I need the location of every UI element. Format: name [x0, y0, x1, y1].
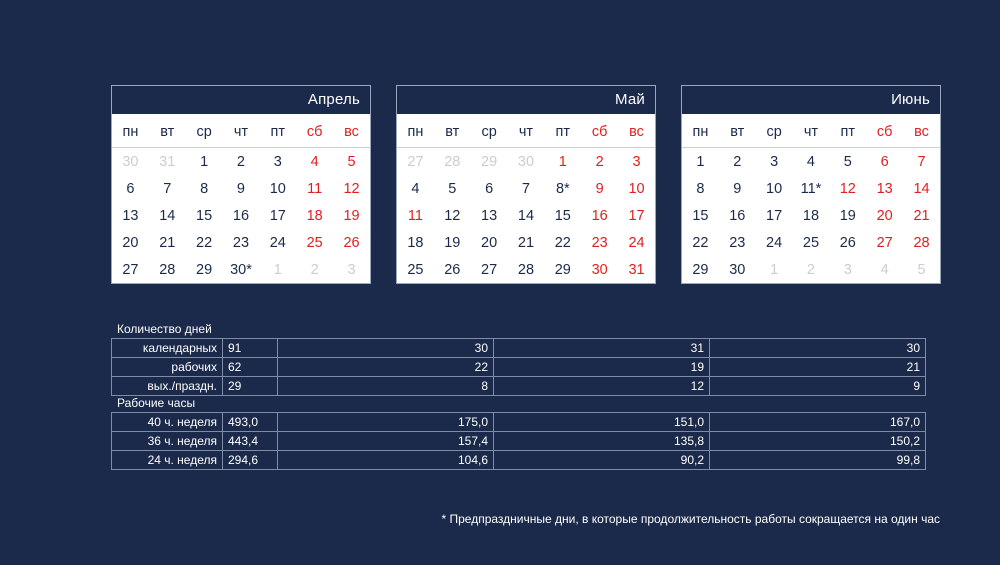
row-month-value: 135,8 — [494, 432, 710, 451]
row-month-value: 99,8 — [710, 451, 926, 470]
calendar-day-cell: 13 — [481, 207, 498, 224]
weekday-header: пт — [259, 114, 296, 148]
table-row — [112, 413, 926, 432]
weekday-header: чт — [508, 114, 545, 148]
calendar-week-row — [682, 148, 940, 176]
weekday-header: ср — [471, 114, 508, 148]
calendar-day-cell: 2 — [310, 261, 319, 278]
calendar-day-cell: 8 — [696, 180, 705, 197]
calendar-day-cell: 30 — [729, 261, 746, 278]
calendar-day-cell: 13 — [122, 207, 139, 224]
calendar-day-cell: 2 — [595, 153, 604, 170]
month-title: Июнь — [682, 86, 940, 114]
calendar-day-cell: 16 — [232, 207, 250, 224]
calendar-day-cell: 22 — [692, 234, 709, 251]
calendar-month — [396, 85, 656, 284]
row-month-value: 19 — [494, 358, 710, 377]
calendar-week-row — [682, 175, 940, 202]
calendar-day-cell: 18 — [306, 207, 323, 224]
calendar-day-cell: 20 — [876, 207, 893, 224]
calendar-day-cell: 30 — [122, 153, 139, 170]
calendar-day-cell: 19 — [343, 207, 360, 224]
row-total-value: 443,4 — [223, 432, 278, 451]
calendar-day-cell: 10 — [766, 180, 783, 197]
row-label: 24 ч. неделя — [112, 451, 223, 470]
calendar-day-cell: 30 — [517, 153, 535, 170]
days-table — [111, 338, 926, 396]
table-row — [112, 451, 926, 470]
hours-section — [111, 396, 926, 470]
calendar-week-row — [112, 229, 370, 256]
weekday-header: чт — [223, 114, 260, 148]
calendar-day-cell: 23 — [232, 234, 250, 251]
weekday-header: пн — [397, 114, 434, 148]
row-month-value: 150,2 — [710, 432, 926, 451]
calendar-week-row — [112, 202, 370, 229]
calendar-day-cell: 3 — [632, 153, 641, 170]
calendar-day-cell: 21 — [517, 234, 535, 251]
row-total-value: 493,0 — [223, 413, 278, 432]
calendar-group — [111, 85, 941, 284]
footnote: * Предпраздничные дни, в которые продолжительность работы сокращается на один час — [441, 512, 940, 526]
weekday-header: вс — [903, 114, 940, 148]
calendar-day-cell: 27 — [481, 261, 498, 278]
calendar-day-cell: 9 — [595, 180, 604, 197]
calendar-day-cell: 23 — [729, 234, 746, 251]
calendar-day-cell: 18 — [802, 207, 820, 224]
calendar-day-cell: 3 — [770, 153, 779, 170]
calendar-day-cell: 28 — [913, 234, 930, 251]
weekday-header: чт — [793, 114, 830, 148]
row-month-value: 30 — [710, 339, 926, 358]
weekday-header: вт — [149, 114, 186, 148]
calendar-day-cell: 28 — [517, 261, 535, 278]
row-label: вых./праздн. — [112, 377, 223, 396]
days-section-label: Количество дней — [117, 322, 212, 336]
row-total-value: 294,6 — [223, 451, 278, 470]
calendar-day-cell: 25 — [407, 261, 424, 278]
row-label: 36 ч. неделя — [112, 432, 223, 451]
calendar-day-cell: 26 — [839, 234, 856, 251]
calendar-day-cell: 9 — [236, 180, 245, 197]
calendar-week-row — [397, 202, 655, 229]
row-month-value: 167,0 — [710, 413, 926, 432]
calendar-day-cell: 15 — [692, 207, 709, 224]
calendar-week-row — [397, 256, 655, 283]
calendar-week-row — [682, 202, 940, 229]
calendar-month — [111, 85, 371, 284]
row-month-value: 21 — [710, 358, 926, 377]
row-month-value: 31 — [494, 339, 710, 358]
calendar-day-cell: 22 — [196, 234, 213, 251]
calendar-day-cell: 4 — [310, 153, 319, 170]
row-label: календарных — [112, 339, 223, 358]
row-month-value: 157,4 — [278, 432, 494, 451]
calendar-day-cell: 10 — [628, 180, 645, 197]
calendar-day-cell: 4 — [806, 153, 815, 170]
calendar-day-cell: 24 — [628, 234, 645, 251]
calendar-week-row — [397, 229, 655, 256]
calendar-day-cell: 21 — [913, 207, 930, 224]
calendar-day-cell: 1 — [770, 261, 779, 278]
weekday-header: пт — [544, 114, 581, 148]
calendar-day-cell: 19 — [444, 234, 461, 251]
table-row — [112, 339, 926, 358]
calendar-week-row — [397, 175, 655, 202]
calendar-day-cell: 20 — [481, 234, 498, 251]
calendar-day-cell: 2 — [733, 153, 742, 170]
calendar-day-cell: 8 — [200, 180, 209, 197]
calendar-day-cell: 15 — [554, 207, 571, 224]
row-month-value: 12 — [494, 377, 710, 396]
calendar-day-cell: 26 — [343, 234, 360, 251]
calendar-day-cell: 11 — [407, 207, 423, 224]
calendar-day-cell: 3 — [273, 153, 282, 170]
weekday-header: вт — [719, 114, 756, 148]
calendar-week-row — [112, 175, 370, 202]
calendar-week-row — [397, 148, 655, 176]
table-row — [112, 377, 926, 396]
calendar-day-cell: 30 — [591, 261, 608, 278]
row-label: 40 ч. неделя — [112, 413, 223, 432]
month-title: Май — [397, 86, 655, 114]
calendar-week-row — [112, 256, 370, 283]
calendar-day-cell: 3 — [843, 261, 852, 278]
calendar-day-cell: 12 — [839, 180, 856, 197]
calendar-day-cell: 11* — [800, 180, 822, 197]
days-section — [111, 322, 926, 396]
calendar-month — [681, 85, 941, 284]
calendar-day-cell: 27 — [407, 153, 424, 170]
calendar-day-cell: 23 — [591, 234, 608, 251]
weekday-header: пн — [112, 114, 149, 148]
calendar-day-cell: 25 — [306, 234, 323, 251]
calendar-day-cell: 27 — [122, 261, 139, 278]
calendar-day-cell: 5 — [448, 180, 457, 197]
calendar-day-cell: 29 — [554, 261, 571, 278]
calendar-day-cell: 6 — [126, 180, 135, 197]
weekday-header: сб — [581, 114, 618, 148]
calendar-day-cell: 6 — [485, 180, 494, 197]
hours-section-label: Рабочие часы — [117, 396, 196, 410]
calendar-day-cell: 29 — [481, 153, 498, 170]
weekday-header: ср — [186, 114, 223, 148]
calendar-day-cell: 14 — [159, 207, 176, 224]
row-month-value: 8 — [278, 377, 494, 396]
calendar-day-cell: 17 — [269, 207, 286, 224]
calendar-day-cell: 5 — [917, 261, 926, 278]
row-month-value: 22 — [278, 358, 494, 377]
hours-table — [111, 412, 926, 470]
calendar-day-cell: 18 — [407, 234, 424, 251]
calendar-day-cell: 17 — [628, 207, 645, 224]
row-month-value: 9 — [710, 377, 926, 396]
calendar-day-cell: 22 — [554, 234, 571, 251]
row-total-value: 91 — [223, 339, 278, 358]
row-month-value: 90,2 — [494, 451, 710, 470]
calendar-day-cell: 20 — [122, 234, 139, 251]
row-month-value: 30 — [278, 339, 494, 358]
calendar-day-cell: 21 — [159, 234, 176, 251]
calendar-day-cell: 24 — [269, 234, 286, 251]
weekday-header: вт — [434, 114, 471, 148]
calendar-day-cell: 31 — [628, 261, 645, 278]
calendar-day-cell: 27 — [876, 234, 893, 251]
calendar-day-cell: 19 — [839, 207, 856, 224]
weekday-header: пн — [682, 114, 719, 148]
row-total-value: 29 — [223, 377, 278, 396]
calendar-day-cell: 5 — [843, 153, 852, 170]
calendar-day-cell: 12 — [444, 207, 461, 224]
calendar-day-cell: 16 — [729, 207, 746, 224]
calendar-day-cell: 31 — [159, 153, 176, 170]
table-row — [112, 432, 926, 451]
calendar-day-cell: 29 — [196, 261, 213, 278]
calendar-day-cell: 9 — [733, 180, 742, 197]
calendar-day-cell: 15 — [196, 207, 213, 224]
calendar-day-cell: 28 — [159, 261, 176, 278]
calendar-day-cell: 11 — [307, 180, 323, 197]
table-row — [112, 358, 926, 377]
calendar-day-cell: 5 — [347, 153, 356, 170]
weekday-header: ср — [756, 114, 793, 148]
row-month-value: 175,0 — [278, 413, 494, 432]
row-month-value: 104,6 — [278, 451, 494, 470]
calendar-day-cell: 7 — [917, 153, 926, 170]
calendar-day-cell: 1 — [200, 153, 209, 170]
row-total-value: 62 — [223, 358, 278, 377]
calendar-day-cell: 13 — [876, 180, 893, 197]
calendar-day-cell: 4 — [411, 180, 420, 197]
calendar-day-cell: 25 — [802, 234, 820, 251]
calendar-day-cell: 12 — [343, 180, 360, 197]
calendar-day-cell: 26 — [444, 261, 461, 278]
weekday-header: сб — [866, 114, 903, 148]
weekday-header: вс — [618, 114, 655, 148]
calendar-day-cell: 30* — [230, 261, 252, 278]
calendar-week-row — [682, 256, 940, 283]
month-title: Апрель — [112, 86, 370, 114]
row-month-value: 151,0 — [494, 413, 710, 432]
calendar-day-cell: 28 — [444, 153, 461, 170]
calendar-day-cell: 4 — [880, 261, 889, 278]
calendar-day-cell: 29 — [692, 261, 709, 278]
weekday-header: сб — [296, 114, 333, 148]
weekday-header: пт — [829, 114, 866, 148]
calendar-day-cell: 3 — [347, 261, 356, 278]
calendar-day-cell: 17 — [766, 207, 783, 224]
row-label: рабочих — [112, 358, 223, 377]
calendar-day-cell: 1 — [273, 261, 282, 278]
calendar-day-cell: 2 — [806, 261, 815, 278]
calendar-day-cell: 24 — [766, 234, 783, 251]
calendar-day-cell: 16 — [591, 207, 608, 224]
calendar-day-cell: 8* — [555, 180, 570, 197]
weekday-header: вс — [333, 114, 370, 148]
calendar-day-cell: 2 — [236, 153, 245, 170]
calendar-day-cell: 10 — [269, 180, 286, 197]
calendar-day-cell: 14 — [913, 180, 930, 197]
calendar-day-cell: 7 — [521, 180, 530, 197]
calendar-day-cell: 14 — [517, 207, 535, 224]
calendar-day-cell: 6 — [880, 153, 889, 170]
calendar-week-row — [112, 148, 370, 176]
calendar-day-cell: 7 — [163, 180, 172, 197]
calendar-day-cell: 1 — [696, 153, 705, 170]
calendar-day-cell: 1 — [558, 153, 567, 170]
calendar-week-row — [682, 229, 940, 256]
